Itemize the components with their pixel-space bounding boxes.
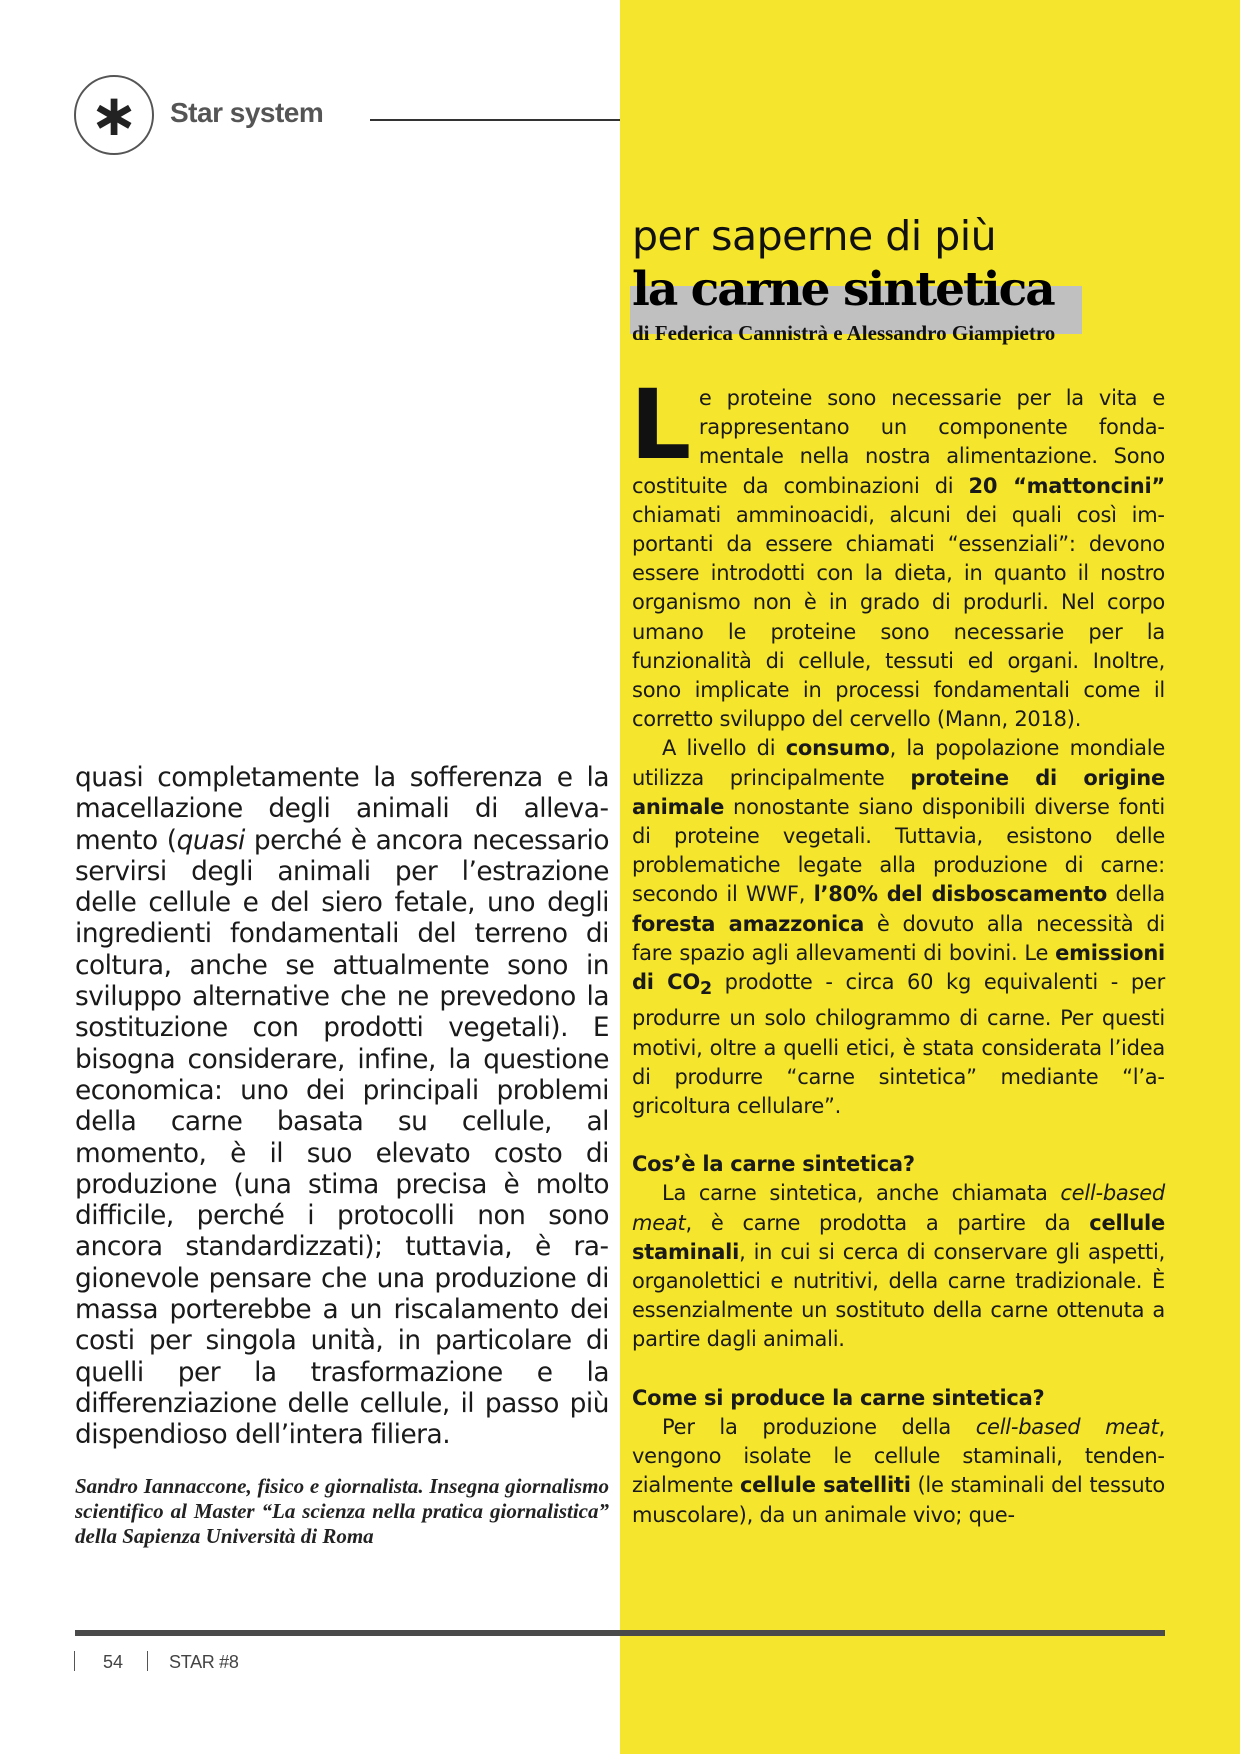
text-run: perché è ancora necessario servirsi degli animali per l’estrazione delle cellule e del siero fetale, uno degli ingredienti fondamentali del terreno di coltura, anche se attualmente sono in sviluppo alternative che ne prevedono la sostituzione con prodotti vegetali). E bisogna considerare, infine, la questione economica: uno dei principali problemi della carne basata su cellule, al momento, è il suo elevato costo di produzione (una stima precisa è molto difficile, perché i protocolli non sono ancora standardizzati); tuttavia, è ragionevole pensare che una produzione di massa porterebbe a un riscalamento dei costi per singola unità, in particolare di quelli per la trasformazione e la differenziazione delle cellule, il passo più dispendioso dell’intera filiera.	[75, 824, 609, 1451]
article-kicker: per saperne di più	[632, 212, 997, 260]
text-run: emissioni di CO	[632, 940, 1165, 995]
text-run: quasi completamente la sofferenza e la macellazione degli animali di allevamento (	[75, 762, 609, 856]
text-run: A livello di	[662, 736, 786, 761]
text-run: (le staminali del tessuto muscolare), da un animale vivo; que-	[632, 1473, 1165, 1527]
section-badge	[74, 75, 154, 155]
bold-text: cellule satelliti	[739, 1473, 911, 1498]
text-run: e proteine sono necessarie per la vita e rappresentano un componente fondamentale nella nostra alimentazione. Sono costituite da combinazioni di	[632, 386, 1165, 498]
issue-label: STAR #8	[169, 1652, 239, 1672]
text-run: , in cui si cerca di conservare gli aspetti, organolettici e nutritivi, della carne tradizionale. È essenzialmente un sostituto della carne ottenuta a partire dagli animali.	[632, 1239, 1165, 1352]
asterisk-icon: ∗	[89, 81, 139, 149]
text-run: della	[1107, 882, 1165, 907]
drop-cap: L	[630, 369, 691, 481]
text-run: è dovuto alla necessità di fare spazio agli allevamenti di bovini. Le	[632, 911, 1165, 965]
paragraph-definition	[632, 1179, 1165, 1354]
article-byline: di Federica Cannistrà e Alessandro Giampietro	[632, 321, 1056, 345]
paragraph-continued	[75, 762, 609, 1451]
section-label: Star system	[170, 97, 324, 128]
article-title: la carne sintetica	[632, 262, 1054, 317]
text-run: , la popolazione mondiale utilizza principalmente	[632, 736, 1165, 790]
left-column-text	[75, 762, 609, 1451]
subheading-how-made: Come si produce la carne sintetica?	[632, 1385, 1045, 1410]
italic-text: cell-based meat	[975, 1414, 1159, 1439]
paragraph-production	[632, 1413, 1165, 1530]
italic-text: cell-based meat	[632, 1181, 1165, 1235]
subheading-what-is: Cos’è la carne sintetica?	[632, 1152, 915, 1177]
text-run: nonostante siano disponibili diverse fonti di proteine vegetali. Tuttavia, esistono delle problematiche legate alla produzione di carne: secondo il WWF,	[632, 794, 1165, 907]
text-run: , vengono isolate le cellule staminali, tendenzialmente	[632, 1414, 1165, 1498]
paragraph-consumption	[632, 734, 1165, 1121]
footer-rule	[75, 1630, 1165, 1636]
bold-text: proteine di origine animale	[632, 765, 1165, 819]
bold-text: foresta amazzonica	[632, 911, 865, 936]
paragraph-intro	[630, 369, 1165, 734]
bold-text: l’80% del disboscamento	[813, 882, 1108, 907]
text-run: , è carne prodotta a partire da	[685, 1210, 1090, 1235]
text-run: chiamati amminoacidi, alcuni dei quali così importanti da essere chiamati “essenziali”: devono essere introdotti con la dieta, in quanto il nostro organismo non è in grado di produrli. Nel corpo umano le proteine sono necessarie per la funzionalità di cellule, tessuti ed organi. Inoltre, sono implicate in processi fondamentali come il corretto sviluppo del cervello (Mann, 2018).	[632, 502, 1165, 732]
subscript: 2	[699, 979, 712, 1000]
text-run: La carne sintetica, anche chiamata	[662, 1181, 1061, 1206]
text-run: Per la produzione della	[662, 1414, 976, 1439]
article-body	[630, 369, 1165, 1530]
italic-text: quasi	[176, 824, 245, 856]
header-divider	[370, 119, 620, 121]
bold-text: cellule staminali	[632, 1210, 1165, 1264]
author-bio: Sandro Iannaccone, fisico e giornalista. Insegna giornalismo scientifico al Master “La scienza nella pratica giornalistica” della Sapienza Università di Roma	[75, 1474, 609, 1548]
bold-text: consumo	[785, 736, 890, 761]
article-title-block	[632, 262, 1054, 318]
bold-text: 20 “mattoncini”	[968, 473, 1165, 498]
page-number: 54	[103, 1652, 124, 1672]
folio-separator	[147, 1651, 148, 1671]
text-run: prodotte - circa 60 kg equivalenti - per produrre un solo chilogrammo di carne. Per questi motivi, oltre a quelli etici, è stata considerata l’idea di produrre “carne sintetica” mediante “l’agricoltura cellulare”.	[632, 970, 1165, 1119]
folio-separator	[74, 1651, 75, 1671]
